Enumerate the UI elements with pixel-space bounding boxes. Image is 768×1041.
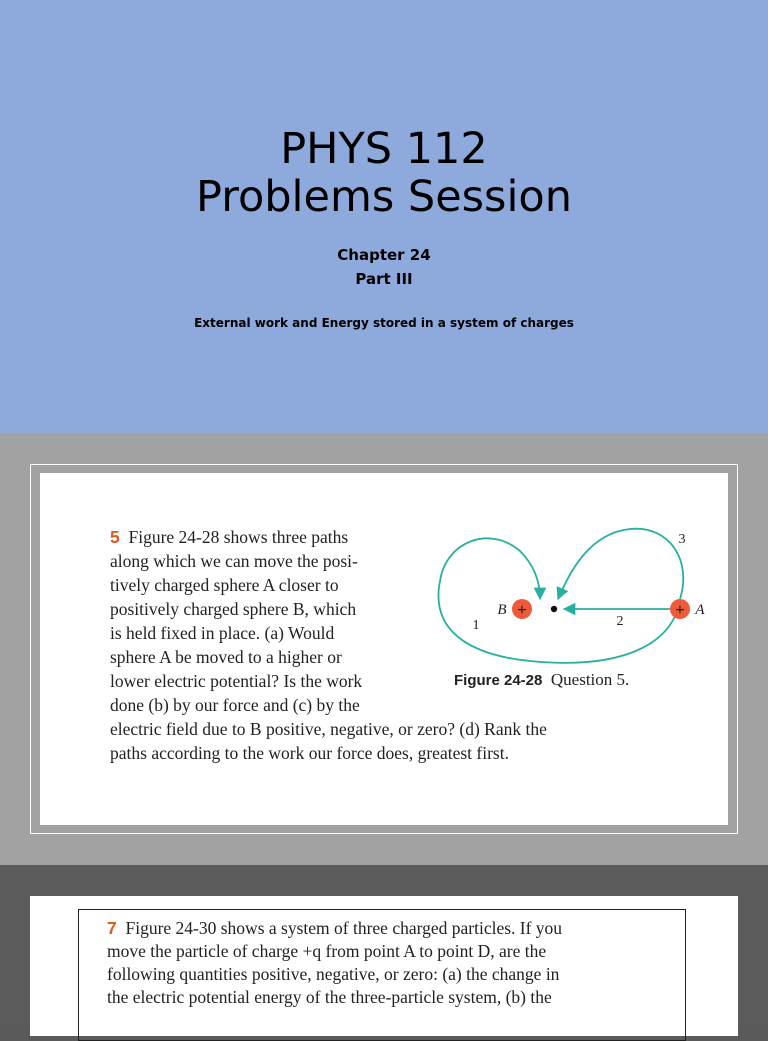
path-1-curve xyxy=(438,538,680,662)
path-label-1: 1 xyxy=(472,618,480,633)
path-3-curve xyxy=(558,529,683,599)
problem-5-line-1: 5 Figure 24-28 shows three paths xyxy=(110,527,349,547)
slide-title-line-2: Problems Session xyxy=(196,172,572,222)
title-slide xyxy=(0,0,768,433)
label-b: B xyxy=(497,602,507,618)
charge-b-plus: + xyxy=(517,600,527,619)
problem-7-line-4: the electric potential energy of the three-particle system, (b) the xyxy=(107,987,552,1007)
problem-7-line-3: following quantities positive, negative, or zero: (a) the change in xyxy=(107,964,560,984)
target-point xyxy=(551,606,557,612)
problem-5-number: 5 xyxy=(110,527,120,547)
problem-7-line-1: 7 Figure 24-30 shows a system of three charged particles. If you xyxy=(107,918,563,938)
problem-5-page xyxy=(40,473,728,825)
problem-5-line-3: tively charged sphere A closer to xyxy=(110,575,339,595)
figure-caption xyxy=(454,670,629,690)
problem-5-line-4: positively charged sphere B, which xyxy=(110,599,357,619)
problem-7-page xyxy=(30,896,738,1036)
figure-24-28 xyxy=(430,521,710,691)
problem-7-box xyxy=(78,909,686,1041)
problem-5-line-5: is held fixed in place. (a) Would xyxy=(110,623,335,643)
part-label: Part III xyxy=(355,270,413,288)
problem-5-line-6: sphere A be moved to a higher or xyxy=(110,647,342,667)
slide-title-line-1: PHYS 112 xyxy=(280,124,488,174)
problem-5-slide xyxy=(0,433,768,865)
problem-5-line-9: electric field due to B positive, negative, or zero? (d) Rank the xyxy=(110,719,547,739)
figure-caption-label: Figure 24-28 xyxy=(454,672,543,689)
problem-7-number: 7 xyxy=(107,918,117,938)
label-a: A xyxy=(695,602,705,618)
path-label-3: 3 xyxy=(678,532,686,547)
problem-5-line-2: along which we can move the posi- xyxy=(110,551,358,571)
problem-7-slide xyxy=(0,865,768,1024)
figure-caption-text: Question 5. xyxy=(550,670,630,689)
charge-a-plus: + xyxy=(675,600,685,619)
problem-5-line-10: paths according to the work our force does, greatest first. xyxy=(110,743,509,763)
problem-7-line-2: move the particle of charge +q from point A to point D, are the xyxy=(107,941,547,961)
problem-5-line-8: done (b) by our force and (c) by the xyxy=(110,695,360,715)
topic-label: External work and Energy stored in a system of charges xyxy=(194,316,574,330)
path-label-2: 2 xyxy=(616,614,624,629)
problem-5-line-7: lower electric potential? Is the work xyxy=(110,671,363,691)
chapter-label: Chapter 24 xyxy=(337,246,431,264)
